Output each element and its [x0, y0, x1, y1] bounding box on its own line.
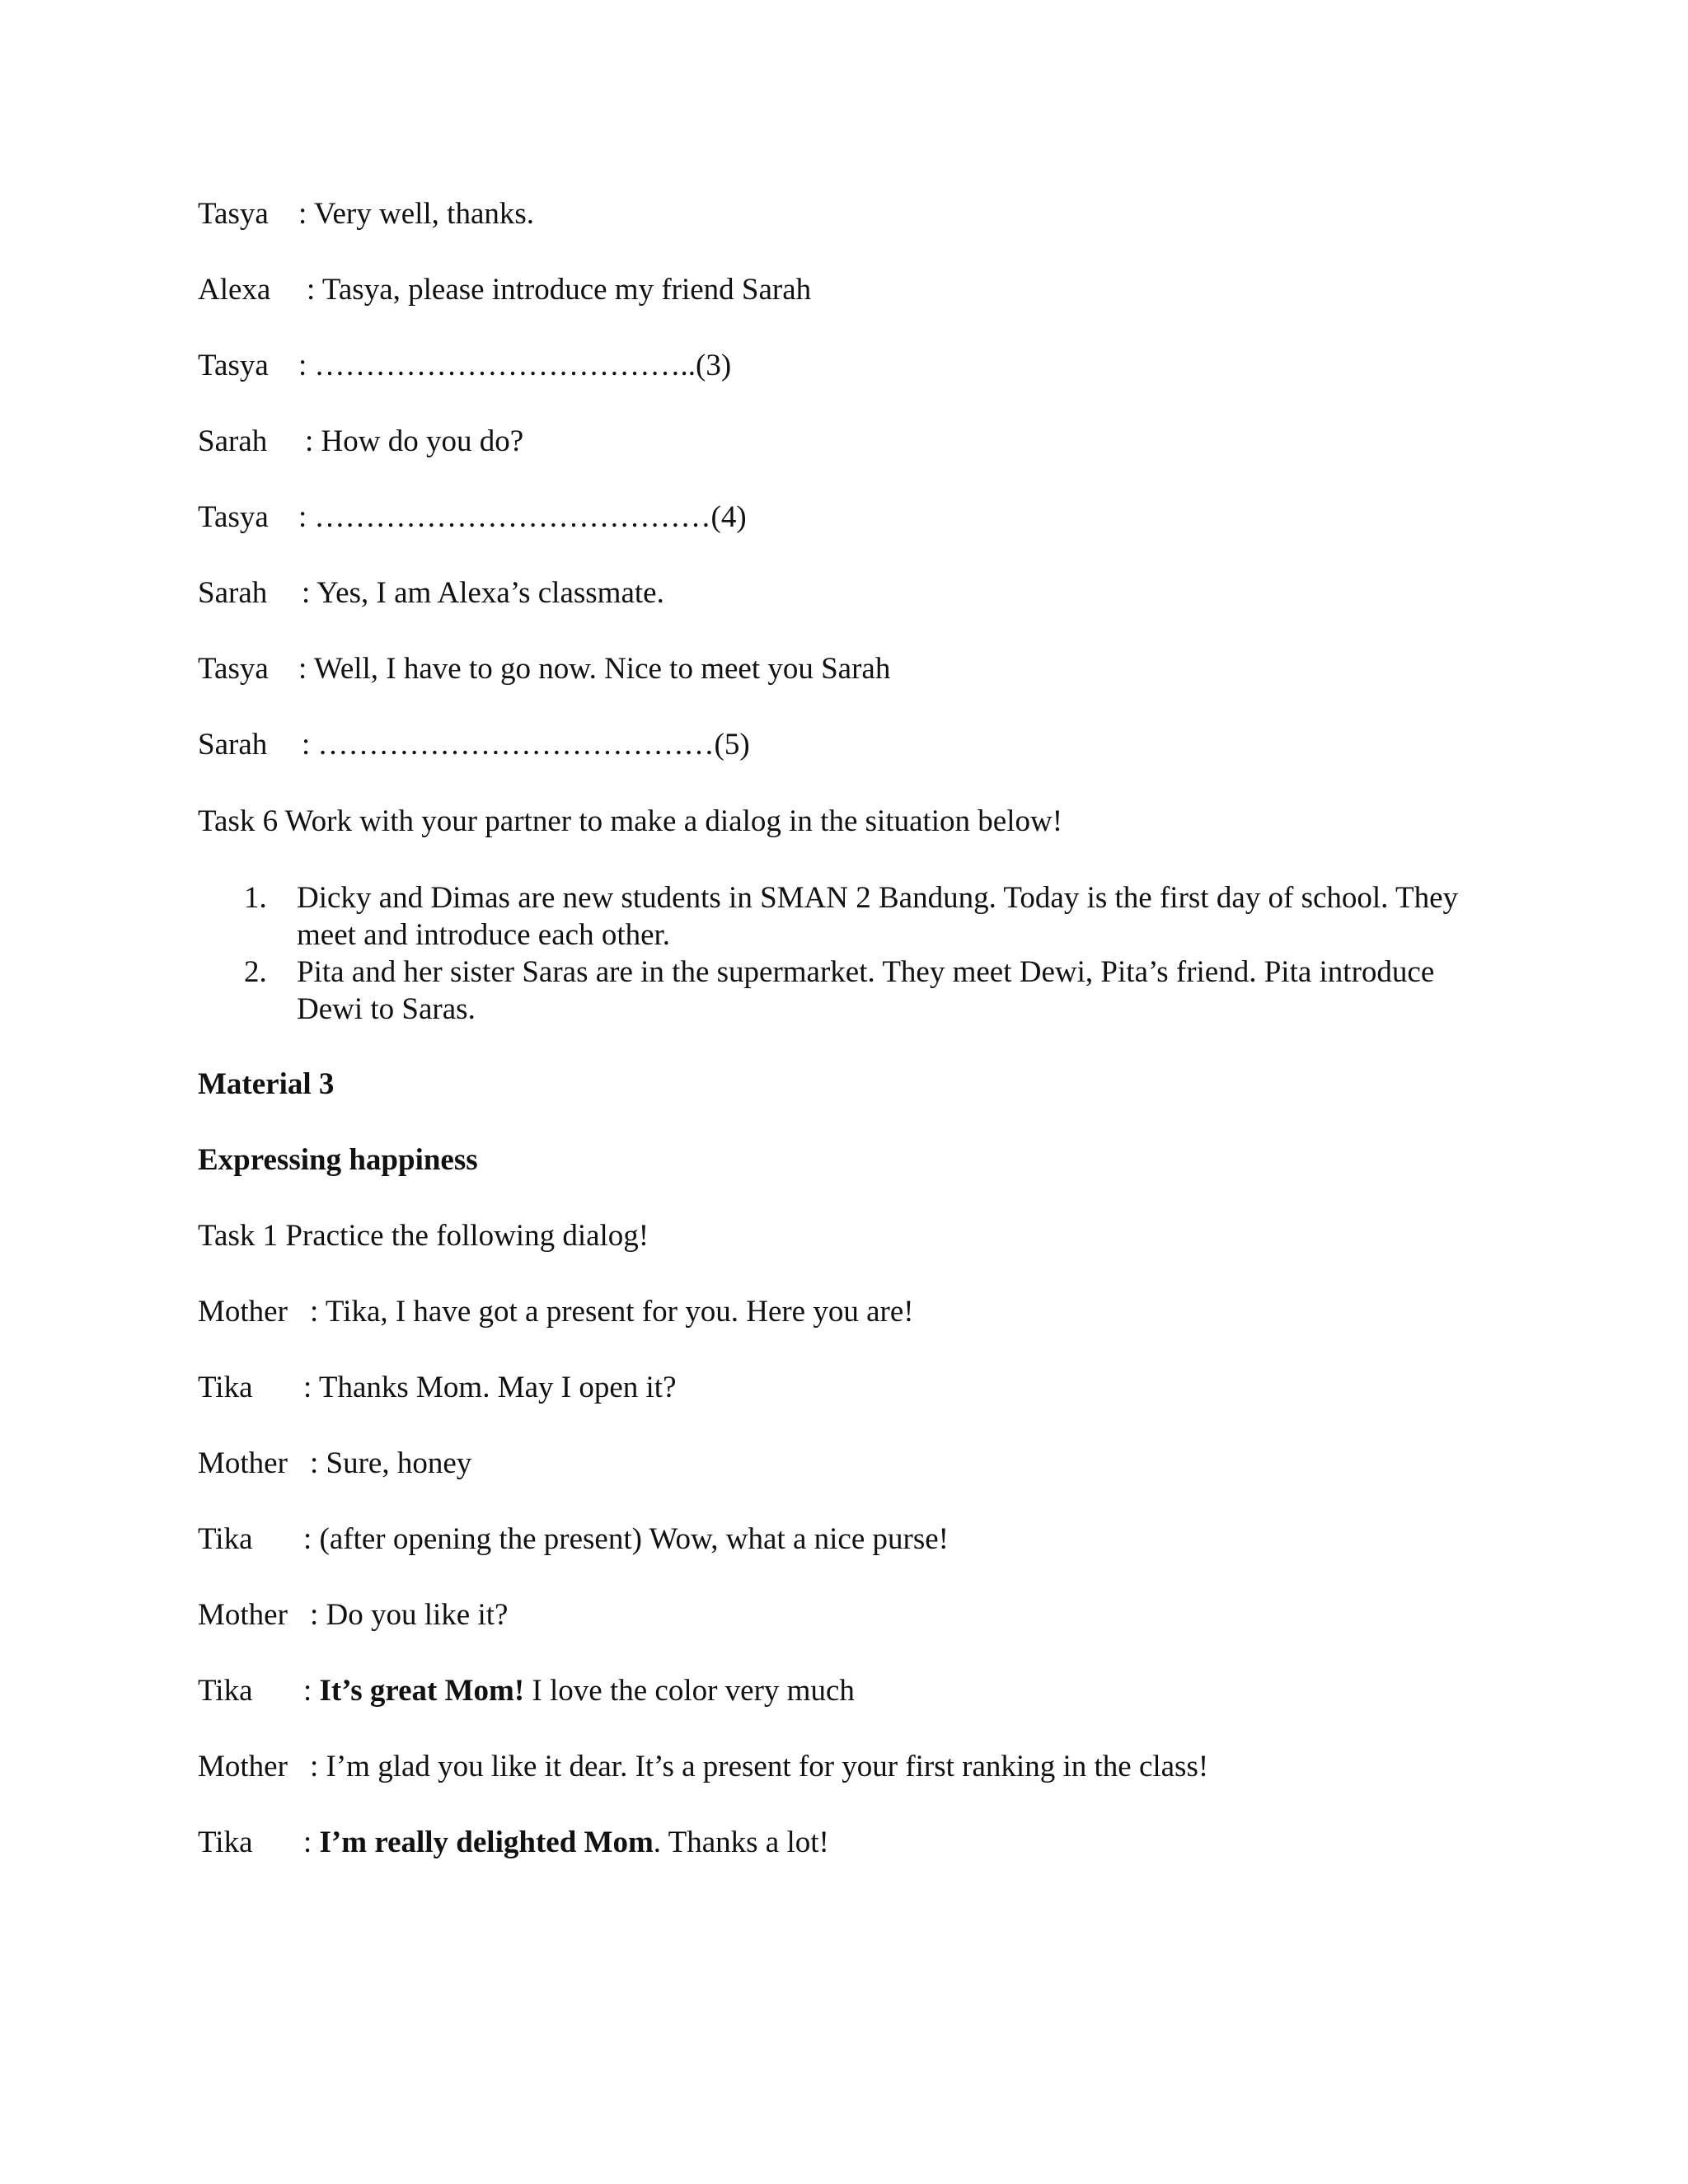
dialog-line: [198, 1749, 1209, 1785]
emphasis-phrase: It’s great Mom!: [319, 1674, 525, 1708]
speaker-name: Tika: [198, 1522, 253, 1556]
dialog-line: [198, 1446, 472, 1482]
dialog-rest: . Thanks a lot!: [653, 1825, 829, 1859]
dialog-text: : …………………………………(5): [302, 728, 750, 762]
speaker-name: Sarah: [198, 728, 268, 762]
dialog-line: [198, 1370, 677, 1406]
task-instruction: Task 6 Work with your partner to make a dialog in the situation below!: [198, 804, 1063, 838]
speaker-name: Tika: [198, 1371, 253, 1404]
dialog-line: [198, 575, 664, 612]
dialog-text: [303, 1673, 855, 1709]
dialog-text: : Do you like it?: [310, 1598, 509, 1632]
dialog-text: : Sure, honey: [310, 1446, 472, 1480]
speaker-name: Mother: [198, 1446, 288, 1480]
speaker-name: Mother: [198, 1598, 288, 1632]
dialog-line: [198, 424, 524, 460]
dialog-prefix: :: [303, 1825, 320, 1859]
speaker-name: Tasya: [198, 197, 269, 231]
task-instruction: Task 1 Practice the following dialog!: [198, 1219, 649, 1253]
dialog-text: : Thanks Mom. May I open it?: [303, 1371, 677, 1404]
speaker-name: Mother: [198, 1295, 288, 1329]
list-number: 2.: [244, 955, 267, 989]
dialog-line: [198, 727, 750, 763]
dialog-line: [198, 1294, 914, 1330]
speaker-name: Mother: [198, 1750, 288, 1783]
dialog-text: : (after opening the present) Wow, what a nice purse!: [303, 1522, 949, 1556]
list-text: Pita and her sister Saras are in the supermarket. They meet Dewi, Pita’s friend. Pita introduce Dewi to Saras.: [297, 955, 1435, 1026]
dialog-line: [198, 348, 732, 384]
section-heading: Material 3: [198, 1067, 335, 1101]
dialog-line: [198, 196, 535, 232]
speaker-name: Tasya: [198, 652, 269, 686]
dialog-text: : ………………………………..(3): [298, 349, 732, 382]
speaker-name: Sarah: [198, 424, 268, 458]
dialog-line: [198, 1673, 855, 1709]
dialog-text: : Tika, I have got a present for you. Here you are!: [310, 1295, 914, 1329]
dialog-text: : Very well, thanks.: [298, 197, 535, 231]
dialog-text: [303, 1825, 829, 1861]
emphasis-phrase: I’m really delighted Mom: [319, 1825, 654, 1859]
dialog-line: [198, 272, 812, 308]
dialog-line: [198, 1597, 509, 1633]
dialog-text: : How do you do?: [305, 424, 524, 458]
dialog-text: : Well, I have to go now. Nice to meet you Sarah: [298, 652, 891, 686]
dialog-text: : Yes, I am Alexa’s classmate.: [302, 576, 664, 610]
speaker-name: Tasya: [198, 500, 269, 534]
list-text: Dicky and Dimas are new students in SMAN 2 Bandung. Today is the first day of school. They meet and introduce each other.: [297, 881, 1459, 952]
speaker-name: Tika: [198, 1674, 253, 1708]
dialog-line: [198, 1521, 949, 1558]
dialog-rest: I love the color very much: [524, 1674, 855, 1708]
speaker-name: Alexa: [198, 273, 271, 307]
dialog-line: [198, 499, 747, 536]
list-number: 1.: [244, 881, 267, 915]
speaker-name: Tasya: [198, 349, 269, 382]
dialog-text: : …………………………………(4): [298, 500, 747, 534]
speaker-name: Tika: [198, 1825, 253, 1859]
dialog-prefix: :: [303, 1674, 320, 1708]
dialog-line: [198, 1825, 829, 1861]
speaker-name: Sarah: [198, 576, 268, 610]
dialog-line: [198, 651, 891, 687]
dialog-text: : I’m glad you like it dear. It’s a present for your first ranking in the class!: [310, 1750, 1209, 1783]
dialog-text: : Tasya, please introduce my friend Sarah: [307, 273, 812, 307]
section-subheading: Expressing happiness: [198, 1143, 478, 1177]
